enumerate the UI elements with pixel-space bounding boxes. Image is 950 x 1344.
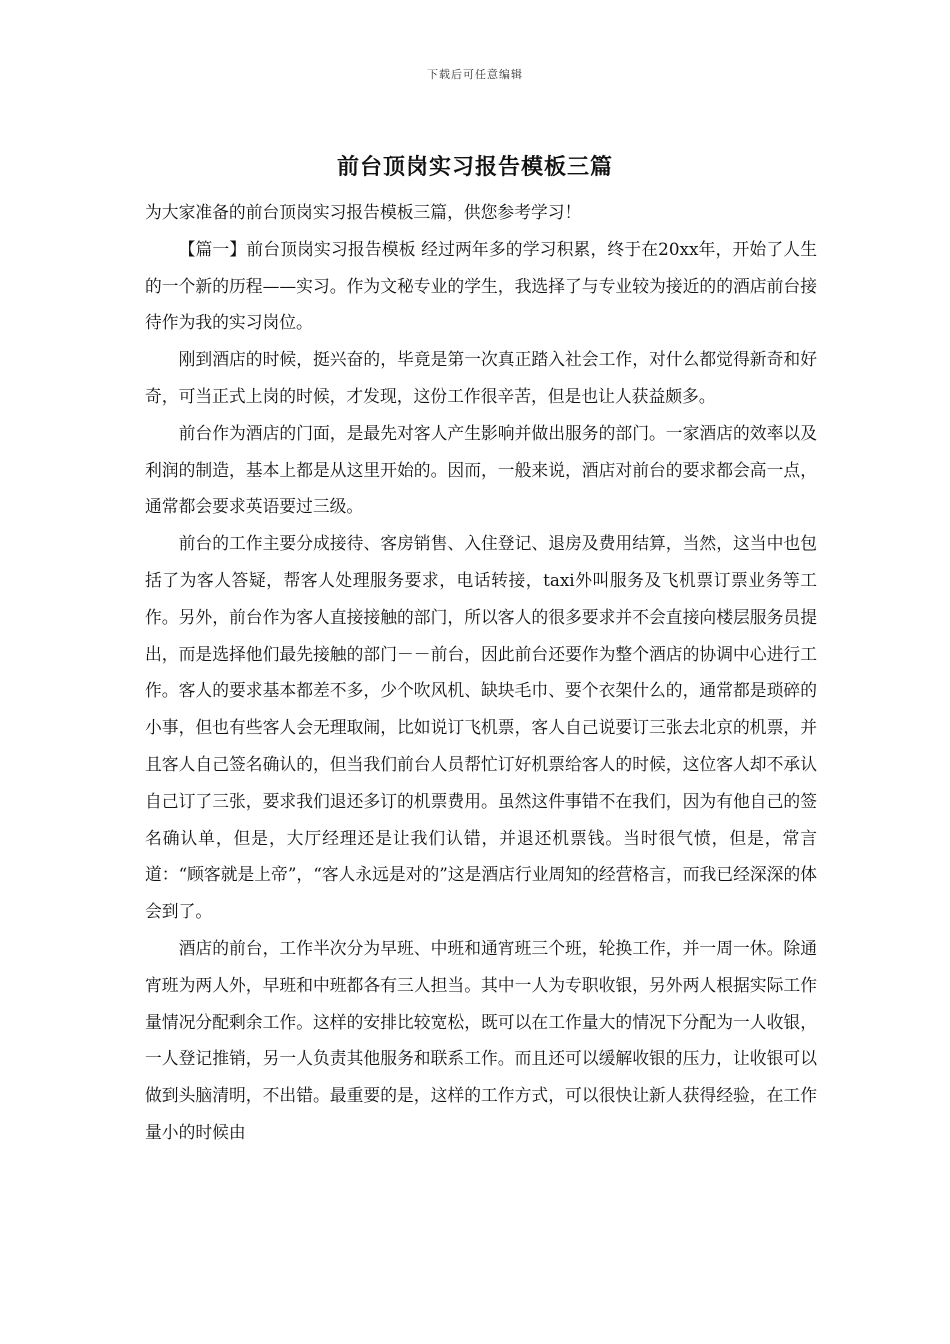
body-paragraph: 酒店的前台，工作半次分为早班、中班和通宵班三个班，轮换工作，并一周一休。除通宵班为两人外，早班和中班都各有三人担当。其中一人为专职收银，另外两人根据实际工作量情况分配剩余工作。这样的安排比较宽松，既可以在工作量大的情况下分配为一人收银，一人登记推销，另一人负责其他服务和联系工作。而且还可以缓解收银的压力，让收银可以做到头脑清明，不出错。最重要的是，这样的工作方式，可以很快让新人获得经验，在工作量小的时候由 bbox=[145, 937, 817, 1142]
body-paragraph: 刚到酒店的时候，挺兴奋的，毕竟是第一次真正踏入社会工作，对什么都觉得新奇和好奇，可当正式上岗的时候，才发现，这份工作很辛苦，但是也让人获益颇多。 bbox=[145, 349, 817, 406]
intro-paragraph: 为大家准备的前台顶岗实习报告模板三篇，供您参考学习！ bbox=[145, 202, 582, 222]
document-body bbox=[145, 194, 817, 1151]
body-paragraph: 前台的工作主要分成接待、客房销售、入住登记、退房及费用结算，当然，这当中也包括了为客人答疑，帮客人处理服务要求，电话转接，taxi外叫服务及飞机票订票业务等工作。另外，前台作为客人直接接触的部门，所以客人的很多要求并不会直接向楼层服务员提出，而是选择他们最先接触的部门－－前台，因此前台还要作为整个酒店的协调中心进行工作。客人的要求基本都差不多，少个吹风机、缺块毛巾、要个衣架什么的，通常都是琐碎的小事，但也有些客人会无理取闹，比如说订飞机票，客人自己说要订三张去北京的机票，并且客人自己签名确认的，但当我们前台人员帮忙订好机票给客人的时候，这位客人却不承认自己订了三张，要求我们退还多订的机票费用。虽然这件事错不在我们，因为有他自己的签名确认单，但是，大厅经理还是让我们认错，并退还机票钱。当时很气愤，但是，常言道：“顾客就是上帝”，“客人永远是对的”这是酒店行业周知的经营格言，而我已经深深的体会到了。 bbox=[145, 533, 818, 922]
body-paragraph: 前台作为酒店的门面，是最先对客人产生影响并做出服务的部门。一家酒店的效率以及利润的制造，基本上都是从这里开始的。因而，一般来说，酒店对前台的要求都会高一点，通常都会要求英语要过三级。 bbox=[145, 422, 817, 517]
document-title: 前台顶岗实习报告模板三篇 bbox=[336, 154, 613, 180]
download-edit-note: 下载后可任意编辑 bbox=[427, 68, 523, 81]
body-paragraph: 【篇一】前台顶岗实习报告模板 经过两年多的学习积累，终于在20xx年，开始了人生的一个新的历程——实习。作为文秘专业的学生，我选择了与专业较为接近的的酒店前台接待作为我的实习岗位。 bbox=[145, 238, 817, 333]
